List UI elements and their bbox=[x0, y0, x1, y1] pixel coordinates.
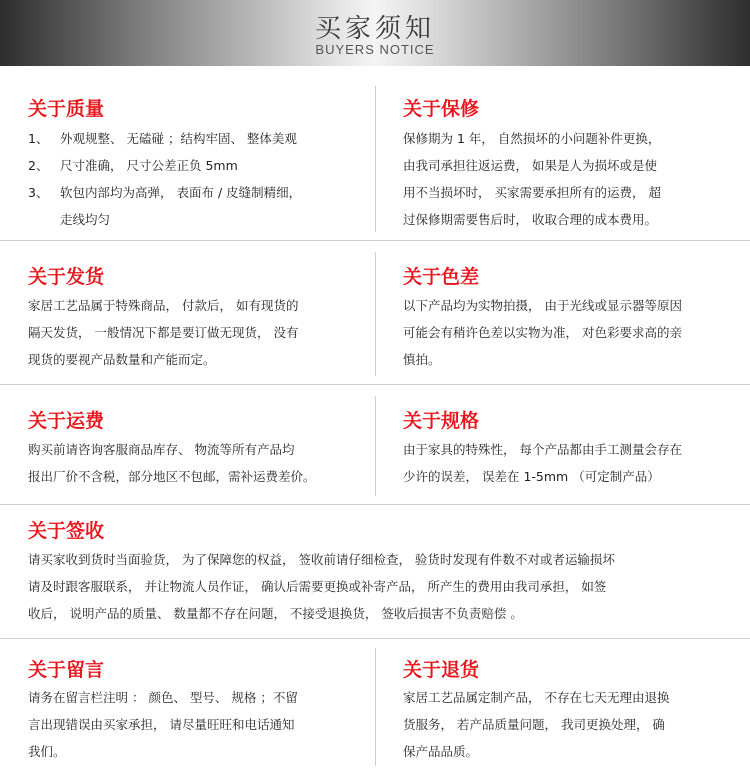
column-divider bbox=[375, 396, 376, 496]
warranty-title: 关于保修 bbox=[403, 98, 480, 120]
returns-text: 家居工艺品属定制产品， 不存在七天无理由退换 货服务， 若产品质量问题， 我司更换处理， 确 保产品品质。 bbox=[403, 690, 670, 759]
list-item: 走线均匀 bbox=[60, 212, 111, 227]
signing-title: 关于签收 bbox=[28, 520, 105, 542]
list-item: 2、 尺寸准确， 尺寸公差正负 5mm bbox=[28, 158, 238, 173]
column-divider bbox=[375, 252, 376, 376]
section-divider bbox=[0, 240, 750, 241]
color-text: 以下产品均为实物拍摄， 由于光线或显示器等原因 可能会有稍许色差以实物为准， 对色彩要求高的亲 慎拍。 bbox=[403, 298, 682, 367]
quality-list bbox=[28, 125, 301, 233]
freight-text: 购买前请咨询客服商品库存、 物流等所有产品均 报出厂价不含税，部分地区不包邮，需补运费差价。 bbox=[28, 442, 316, 484]
spec-text: 由于家具的特殊性， 每个产品都由手工测量会存在 少许的误差， 误差在 1-5mm （可定制产品） bbox=[403, 442, 682, 484]
color-title: 关于色差 bbox=[403, 266, 480, 288]
message-text: 请务在留言栏注明 ： 颜色、 型号、 规格 ；不留 言出现错误由买家承担， 请尽量旺旺和电话通知 我们。 bbox=[28, 690, 298, 759]
freight-title: 关于运费 bbox=[28, 410, 105, 432]
page-subtitle: BUYERS NOTICE bbox=[315, 42, 435, 57]
column-divider bbox=[375, 86, 376, 232]
section-divider bbox=[0, 638, 750, 639]
list-item: 3、 软包内部均为高弹， 表面布 / 皮缝制精细， bbox=[28, 185, 302, 200]
message-title: 关于留言 bbox=[28, 659, 105, 681]
column-divider bbox=[375, 648, 376, 766]
shipping-title: 关于发货 bbox=[28, 266, 105, 288]
warranty-text: 保修期为 1 年， 自然损坏的小问题补件更换， 由我司承担往返运费， 如果是人为损坏或是使 用不当损坏时， 买家需要承担所有的运费， 超 过保修期需要售后时， 收取合理的成本费用。 bbox=[403, 131, 661, 227]
section-divider bbox=[0, 504, 750, 505]
returns-title: 关于退货 bbox=[403, 659, 480, 681]
quality-title: 关于质量 bbox=[28, 98, 105, 120]
spec-title: 关于规格 bbox=[403, 410, 480, 432]
section-divider bbox=[0, 384, 750, 385]
signing-text: 请买家收到货时当面验货， 为了保障您的权益， 签收前请仔细检查， 验货时发现有件数不对或者运输损坏 请及时跟客服联系， 并让物流人员作证， 确认后需要更换或补寄产品， 所产生的费用由我司承担， 如签 收后， 说明产品的质量、 数量都不存在问题， 不接受退换货， 签收后损害不负责赔偿 。 bbox=[28, 552, 615, 621]
list-item: 1、 外观规整、 无磕碰 ；结构牢固、 整体美观 bbox=[28, 131, 297, 146]
shipping-text: 家居工艺品属于特殊商品， 付款后， 如有现货的 隔天发货， 一般情况下都是要订做无现货， 没有 现货的要视产品数量和产能而定。 bbox=[28, 298, 299, 367]
page-header bbox=[0, 0, 750, 66]
page-title: 买家须知 bbox=[314, 14, 435, 44]
